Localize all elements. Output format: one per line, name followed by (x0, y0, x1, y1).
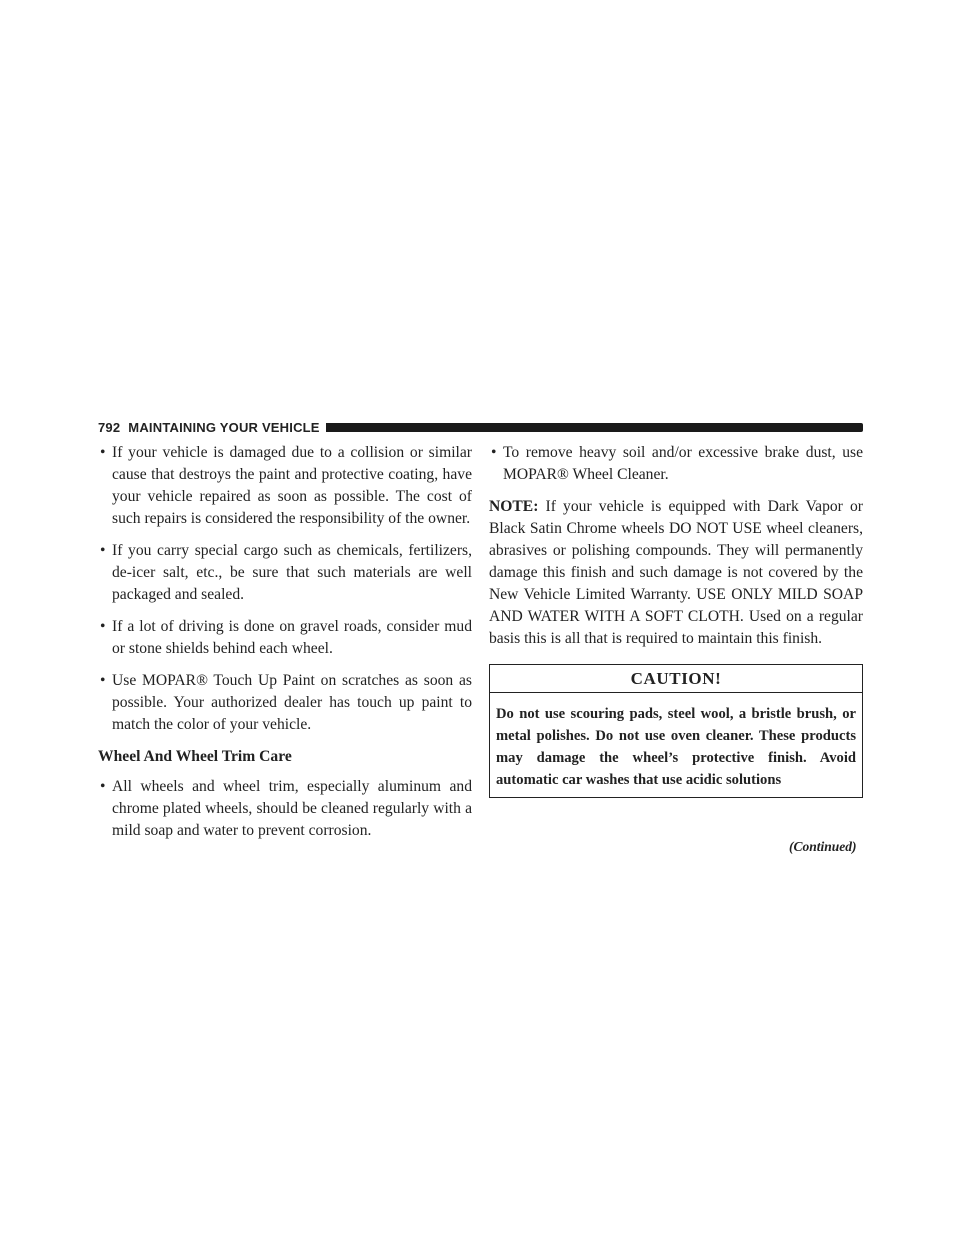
note-paragraph (489, 496, 863, 650)
subheading-wheel-care: Wheel And Wheel Trim Care (98, 748, 292, 765)
header-rule (326, 423, 863, 432)
left-column (98, 442, 472, 852)
note-text: If your vehicle is equipped with Dark Vapor or Black Satin Chrome wheels DO NOT USE wheel cleaners, abrasives or polishing compounds. They will permanently damage this finish and such damage is not covered by the New Vehicle Limited Warranty. USE ONLY MILD SOAP AND WATER WITH A SOFT CLOTH. Used on a regular basis this is all that is required to maintain this finish. (489, 498, 863, 647)
list-item: • If you carry special cargo such as chemicals, fertilizers, de-icer salt, etc., be sure that such materials are well packaged and sealed. (100, 542, 472, 603)
bullet-icon: • (100, 542, 106, 559)
bullet-icon: • (100, 444, 106, 461)
right-column (489, 442, 863, 798)
page-header (98, 416, 863, 438)
section-title: MAINTAINING YOUR VEHICLE (128, 419, 320, 435)
list-item: • Use MOPAR® Touch Up Paint on scratches as soon as possible. Your authorized dealer has touch up paint to match the color of your vehicle. (100, 672, 472, 733)
list-item: • To remove heavy soil and/or excessive brake dust, use MOPAR® Wheel Cleaner. (491, 444, 863, 483)
bullet-icon: • (100, 618, 106, 635)
continued-label: (Continued) (789, 839, 857, 854)
bullet-icon: • (100, 778, 106, 795)
caution-text: Do not use scouring pads, steel wool, a bristle brush, or metal polishes. Do not use oven cleaner. These products may damage the wheel’s protective finish. Avoid automatic car washes that use acidic solutions (496, 706, 856, 788)
page-number: 792 (98, 419, 121, 435)
bullet-icon: • (100, 672, 106, 689)
list-item: • If a lot of driving is done on gravel roads, consider mud or stone shields behind each wheel. (100, 618, 472, 657)
list-item: • If your vehicle is damaged due to a collision or similar cause that destroys the paint and protective coating, have your vehicle repaired as soon as possible. The cost of such repairs is considered the responsibility of the owner. (100, 444, 472, 527)
list-item: • All wheels and wheel trim, especially aluminum and chrome plated wheels, should be cleaned regularly with a mild soap and water to prevent corrosion. (100, 778, 472, 839)
note-label: NOTE: (489, 498, 539, 515)
caution-box (489, 664, 863, 798)
bullet-icon: • (491, 444, 497, 461)
caution-title: CAUTION! (490, 665, 862, 693)
